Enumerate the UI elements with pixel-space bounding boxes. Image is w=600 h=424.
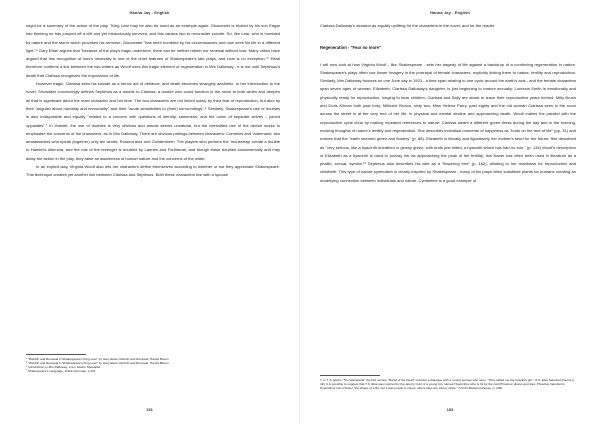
footnotes [320, 375, 576, 390]
paragraph: might be a summary of the action of the play. "King Lear may be also be used as an example again: Gloucester is tricked by his son Edgar into thinking he has jumped off a cliff and yet miraculously survived, and this causes him to reconsider suicide. So, like Lear, who is humbled by nature and the storm which provokes his remorse, Gloucester "has been humbled by his circumstances and now sees his life in a different light."⁴ Gary Ettari argues that "because of the play's tragic undertone, there can be neither rebirth nor renewal without loss. Many critics have argued that this recognition of loss's necessity is one of the chief features of Shakespeare's late plays, and Lear is no exception."⁵ Ettari therefore confirms a link between the two writers as Woolf uses this tragic element of regeneration in Mrs Dalloway - it is not until Septimus's death that Clarissa recognizes the importance of life. [26, 23, 280, 78]
section-heading: Regeneration - "Fear no more" [320, 45, 381, 51]
footnote: ⁷ Shakespeare's Language, Frank Kermode, p.101 [26, 369, 96, 374]
paragraph: I will now look at how Virginia Woolf - like Shakespeare - sets her tragedy of life against a backdrop of a comforting regeneration in nature. Shakespeare's plays often use flower imagery in the portrayal of female characters, explicitly linking them to nature, fertility and reproduction. Similarly, Mrs Dalloway focuses on one June day in 1923 - a time span relating to one cycle around the earth's axis - and the female characters span seven ages of woman: Elizabeth, Clarissa Dalloway's daughter, is just beginning to mature sexually; Lucrezia Smith is emotionally and physically ready for reproduction, longing to bear children; Clarissa and Sally are about to leave their reproductive years behind; Milly Brush and Doris Kilman both past forty; Millicent Bruton, sixty two; Miss Helena Parry, past eighty and the old woman Clarissa sees in the room across the street is at the very end of her life, in physical and mental decline and approaching death. Woolf makes the parallel with the reproductive cycle clear by making repeated references to nature: Clarissa wears a different green dress during the day and in the evening, evoking thoughts of nature's fertility and regeneration. She describes individual moments of happiness as "buds on the tree of life" (pp. 31) and notices that the "earth seemed green and flowery" (p. 88). Elizabeth is literally and figuratively her mother's seed for the future: first described as "very serious, like a hyacinth sheathed in glossy green, with buds just tinted, a hyacinth which has had no sun." (p. 134) Woolf's description of Elizabeth as a hyacinth is used to portray her as approaching the peak of her fertility; this flower has often been used in literature as a phallic, sexual, symbol.¹¹ Septimus also describes his wife as a "flowering tree" (p. 162), alluding to her readiness for reproduction and childbirth. This type of nature symbolism is clearly inspired by Shakespeare - many of his plays often substitute plants for humans creating an underlying connection between individuals and nature. Cymbeline is a good example of [320, 61, 577, 183]
page-number: 151 [146, 407, 153, 412]
body-text [320, 22, 576, 185]
page-number: 153 [446, 407, 454, 412]
body-text [26, 22, 280, 180]
right-page [300, 0, 600, 424]
footnote: ⁶ Introduction to Mrs Dalloway, xxxvi, Elaine Showalter [26, 365, 101, 370]
footnote: ⁴ "Rebirth and Renewal in Shakespeare's King Lear" by Gary Ettari, Rebirth and Renewal, Harold Bloom [26, 357, 169, 361]
paragraph: However tragic, Clarissa sees his suicide as a heroic act of defiance, and death becomes strangely aesthetic. In her introduction to the novel, Showalter convincingly defines Septimus as a double to Clarissa, a double who could function in the novel to both widen and deepen all that is significant about the main character and her time. The two characters are not linked solely by their fear of reproduction, but also by their "anguish about mortality and immortality" and their "acute sensitivities to (their) surroundings".⁶ Similarly, Shakespeare's use of doubles is also indisputable and equally "related to a concern with questions of identity, sameness, and the union of separate selves – joined opposites".⁷ In Hamlet, the use of doubles is very obvious and almost seems unnatural, but the intensified use of the device works to emphasise the concerns of the characters, as in Mrs Dalloway. There are obvious pairings between characters: Cornelius and Voltemand, two ambassadors who speak (together) only ten words; Rosencrantz and Guildenstern. The players who perform the 'mousetrap' create a double to Hamlet's dilemma, and the role of the revenger is doubled by Laertes and Fortinbras, and though these doubles fundamentally and may delay the action in the play, they raise an awareness of human nature and the concerns of the writer. [26, 81, 280, 161]
footnote-rule [320, 375, 380, 376]
footnote: ⁵ "Rebirth and Renewal in Shakespeare's King Lear" by Gary Ettari, Rebirth and Renewal, Harold Bloom [26, 361, 169, 366]
running-head: Hanna Jay - English [430, 10, 470, 15]
footnotes [26, 354, 280, 373]
paragraph: Clarissa Dalloway's decision as equally uplifting for the characters in the novel, and for the reader. [320, 23, 496, 28]
footnote-rule [26, 354, 86, 355]
spacer [320, 30, 576, 38]
footnote: ¹¹ In T. S. Eliot's "The Wasteland" the first section "Burial of the Dead" includes a dialogue with a 'young woman who says, "They called me the hyacinth girl." (T.S. Eliot Selected Poems p. 42). It is possible to suggest that T.S. Eliot was inspired by the tale by Ovid of a young boy named Hyacinthus who is hit by the God Phoebus' discus and dies. Phoebus transforms Hyacinthus into a flower "the shape of a lily: but it was purple in colour, where lilies are silvery white." (Ovid's Metamorphoses, p. 236) [320, 378, 575, 391]
paragraph: In an explicit way, Virginia Woolf also lets her characters define themselves according to whether or not they appreciate Shakespeare. This technique creates yet another link between Clarissa and Septimus. Both these characters live with a spouse [26, 164, 280, 178]
running-head: Hanna Jay - English [129, 10, 170, 15]
